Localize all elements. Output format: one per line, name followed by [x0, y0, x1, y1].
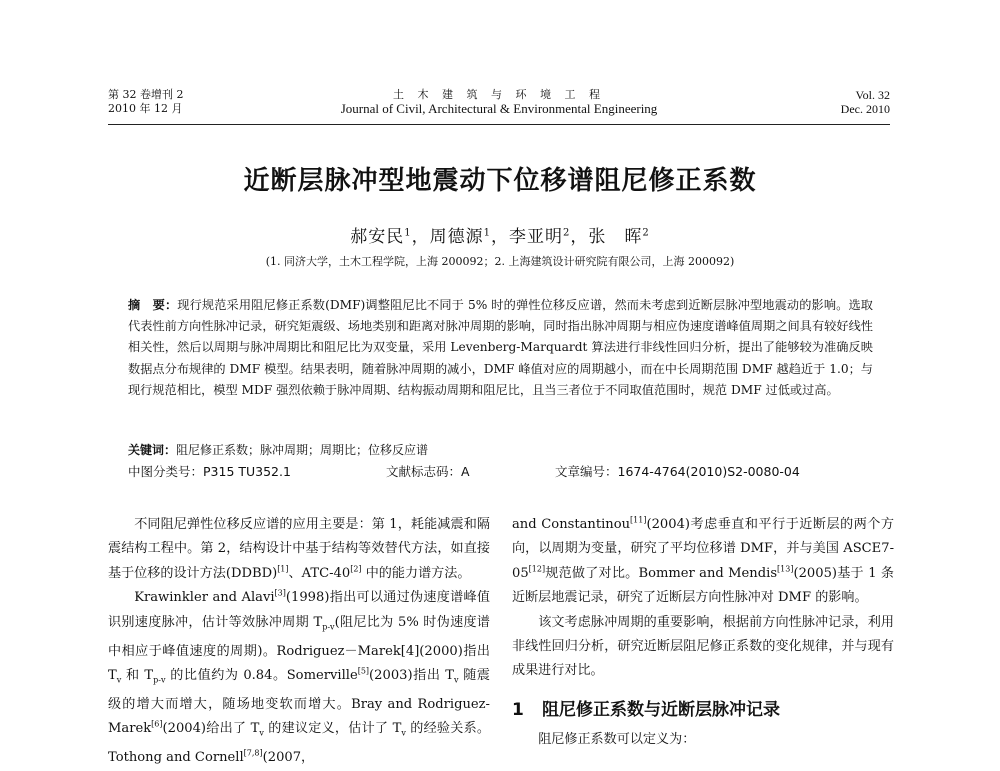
- right-paragraphs: [512, 513, 894, 684]
- citation-ref: [13]: [777, 564, 794, 574]
- author-list: 郝安民$^1$，周德源$^1$，李亚明$^2$，张 晖$^2$: [350, 227, 650, 247]
- text-run: (2004)考虑垂直和平行于近断层的两个方向，以周期为变量，研究了平均位移谱 DMF，并与美国 ASCE7-05: [512, 517, 894, 581]
- keywords-text: 阻尼修正系数；脉冲周期；周期比；位移反应谱: [176, 443, 429, 457]
- author-name: 周德源: [429, 227, 484, 247]
- symbol-subscript: v: [453, 675, 459, 685]
- header-date-cn: 2010 年 12 月: [108, 102, 183, 115]
- abstract-text: 现行规范采用阻尼修正系数(DMF)调整阻尼比不同于 5% 时的弹性位移反应谱，然而未考虑到近断层脉冲型地震动的影响。选取代表性前方向性脉冲记录，研究矩震级、场地类别和距离对脉冲周期的影响，同时指出脉冲周期与相应伪速度谱峰值周期之间具有较好线性相关性，然后以周期与脉冲周期比和阻尼比为双变量，采用 Levenberg-Marquardt 算法进行非线性回归分析，提出了能够较为准确反映数据点分布规律的 DMF 模型。结果表明，随着脉冲周期的减小，DMF 峰值对应的周期越小，而在中长周期范围 DMF 越趋近于 1.0；与现行规范相比，模型 MDF 强烈依赖于脉冲周期、结构振动周期和阻尼比，且当三者位于不同取值范围时，规范 DMF 过低或过高。: [128, 298, 873, 397]
- text-run: 、ATC-40: [288, 565, 351, 581]
- symbol-subscript: v: [401, 729, 406, 739]
- header-rule: [108, 124, 890, 125]
- text-run: (2004)给出了 T: [162, 721, 260, 737]
- header-journal: [108, 88, 890, 116]
- body-paragraph: [512, 513, 894, 611]
- author-name: 张 晖: [588, 227, 643, 247]
- text-run: (2003)指出 T: [369, 668, 454, 684]
- author-affiliation-mark: 1: [483, 227, 491, 239]
- symbol-subscript: p-v: [322, 622, 335, 632]
- paper-title: 近断层脉冲型地震动下位移谱阻尼修正系数: [243, 166, 757, 196]
- header-date-en: Dec. 2010: [840, 102, 890, 116]
- text-run: 的建议定义，估计了 T: [263, 721, 402, 737]
- header-journal-cn: 土 木 建 筑 与 环 境 工 程: [393, 88, 605, 101]
- affiliations: (1. 同济大学，土木工程学院，上海 200092；2. 上海建筑设计研究院有限公司，上海 200092): [265, 255, 735, 268]
- text-run: 该文考虑脉冲周期的重要影响，根据前方向性脉冲记录，利用非线性回归分析，研究近断层阻尼修正系数的变化规律，并与现有成果进行对比。: [512, 614, 894, 679]
- citation-ref: [6]: [151, 720, 163, 730]
- author-name: 郝安民: [350, 227, 405, 247]
- body-column-right: [512, 513, 894, 753]
- text-run: (2007，: [262, 750, 315, 766]
- body-paragraph: [108, 586, 490, 771]
- text-run: Krawinkler and Alavi: [134, 590, 275, 606]
- header-issue-en: [841, 88, 890, 116]
- article-number: 文章编号：1674-4764(2010)S2-0080-04: [555, 464, 800, 479]
- abstract: [128, 295, 873, 401]
- text-run: 的比值约为 0.84。Somerville: [165, 668, 358, 684]
- body-paragraph: 阻尼修正系数可以定义为：: [538, 732, 696, 748]
- classification-line: [128, 462, 873, 480]
- symbol-subscript: p-v: [153, 675, 166, 685]
- text-run: (1998)指出可以通过伪速度谱峰值识别速度脉冲，估计等效脉冲周期 T: [108, 590, 490, 630]
- citation-ref: [3]: [274, 588, 286, 598]
- body-paragraph: [512, 611, 894, 684]
- body-column-left: [108, 513, 490, 771]
- author-affiliation-mark: 2: [563, 227, 571, 239]
- text-run: 和 T: [121, 668, 154, 684]
- abstract-label: 摘 要：: [128, 298, 178, 312]
- text-run: 的经验关系。Tothong and Cornell: [108, 721, 490, 766]
- keywords-label: 关键词：: [128, 443, 177, 457]
- citation-ref: [5]: [357, 666, 370, 676]
- citation-ref: [11]: [630, 515, 647, 525]
- section-heading: [512, 698, 894, 722]
- header-volume-cn: 第 32 卷增刊 2: [108, 88, 184, 101]
- keywords: [128, 441, 873, 458]
- document-code: 文献标志码：A: [386, 464, 470, 479]
- citation-ref: [12]: [528, 564, 546, 574]
- text-run: (阻尼比为 5% 时伪速度谱中相应于峰值速度的周期)。Rodriguez－Marek[4](2000)指出 T: [108, 614, 490, 684]
- header-vol-en: Vol. 32: [855, 88, 890, 102]
- text-run: and Constantinou: [512, 517, 631, 532]
- author-name: 李亚明: [509, 227, 563, 247]
- header-journal-en: Journal of Civil, Architectural & Environmental Engineering: [340, 101, 658, 116]
- text-run: (2005)基于 1 条近断层地震记录，研究了近断层方向性脉冲对 DMF 的影响。: [512, 565, 895, 606]
- body-paragraph: [108, 513, 490, 586]
- symbol-subscript: v: [116, 675, 122, 685]
- text-run: 不同阻尼弹性位移反应谱的应用主要是：第 1，耗能减震和隔震结构工程中。第 2，结构设计中基于结构等效替代方法，如直接基于位移的设计方法(DDBD): [108, 517, 490, 581]
- text-run: 中的能力谱方法。: [361, 565, 471, 581]
- section-title: 阻尼修正系数与近断层脉冲记录: [542, 699, 780, 720]
- clc-number: 中图分类号：P315 TU352.1: [128, 464, 291, 479]
- section-number: 1: [512, 699, 524, 720]
- text-run: 随震级的增大而增大，随场地变软而增大。Bray and Rodriguez-Marek: [108, 668, 490, 737]
- author-affiliation-mark: 1: [404, 227, 412, 239]
- text-run: 规范做了对比。Bommer and Mendis: [545, 565, 778, 581]
- citation-ref: [1]: [277, 564, 289, 574]
- citation-ref: [7,8]: [243, 749, 263, 759]
- running-header: [108, 88, 890, 124]
- citation-ref: [2]: [350, 564, 362, 574]
- symbol-subscript: v: [259, 729, 264, 739]
- author-affiliation-mark: 2: [642, 227, 650, 239]
